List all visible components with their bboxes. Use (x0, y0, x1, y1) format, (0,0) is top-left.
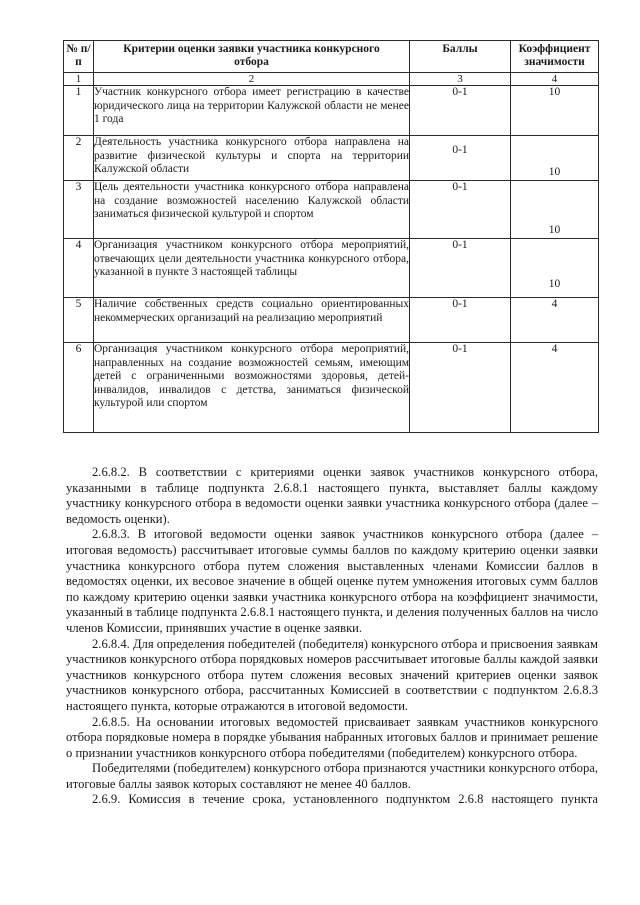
header-score: Баллы (410, 41, 511, 73)
row-criterion: Цель деятельности участника конкурсного отбора направлена на создание возможностей населению Калужской области заниматься физической культурой и спортом (94, 181, 410, 239)
body-text (66, 465, 598, 808)
table-row (64, 181, 599, 239)
row-num: 5 (64, 298, 94, 343)
index-cell: 3 (410, 73, 511, 86)
paragraph-2-6-8-5: 2.6.8.5. На основании итоговых ведомостей присваивает заявкам участников конкурсного отбора порядковые номера в порядке убывания набранных итоговых баллов и принимает решение о признании участников конкурсного отбора победителями (победителем) конкурсного отбора. (66, 714, 598, 760)
row-num: 2 (64, 136, 94, 181)
row-coef: 10 (511, 181, 599, 239)
row-score: 0-1 (410, 136, 511, 181)
header-coef: Коэффициент значимости (511, 41, 599, 73)
table-row (64, 239, 599, 298)
row-score: 0-1 (410, 298, 511, 343)
table-row (64, 298, 599, 343)
paragraph-2-6-8-3: 2.6.8.3. В итоговой ведомости оценки заявок участников конкурсного отбора (далее – итоговая ведомость) рассчитывает итоговые суммы баллов по каждому критерию оценки заявки участника конкурсного отбора путем сложения выставленных членами Комиссии баллов в ведомостях оценки, их весовое значение в общей оценке путем умножения итоговых сумм баллов по каждому критерию оценки заявки участника конкурсного отбора на коэффициент значимости, указанный в таблице подпункта 2.6.8.1 настоящего пункта, и деления полученных баллов на число членов Комиссии, принявших участие в оценке заявки. (66, 527, 598, 635)
row-score: 0-1 (410, 343, 511, 433)
row-coef: 10 (511, 86, 599, 136)
row-coef: 10 (511, 136, 599, 181)
row-score: 0-1 (410, 181, 511, 239)
row-criterion: Наличие собственных средств социально ориентированных некоммерческих организаций на реализацию мероприятий (94, 298, 410, 343)
row-criterion: Организация участником конкурсного отбора мероприятий, отвечающих цели деятельности участника конкурсного отбора, указанной в пункте 3 настоящей таблицы (94, 239, 410, 298)
row-coef: 10 (511, 239, 599, 298)
row-num: 1 (64, 86, 94, 136)
row-num: 6 (64, 343, 94, 433)
row-num: 3 (64, 181, 94, 239)
row-criterion: Организация участником конкурсного отбора мероприятий, направленных на создание возможностей семьям, имеющим детей с ограниченными возможностями здоровья, детей-инвалидов, инвалидов с детства, заниматься физической культурой или спортом (94, 343, 410, 433)
paragraph-2-6-8-2: 2.6.8.2. В соответствии с критериями оценки заявок участников конкурсного отбора, указанными в таблице подпункта 2.6.8.1 настоящего пункта, выставляет баллы каждому участнику конкурсного отбора в ведомости оценки заявки участника конкурсного отбора (далее – ведомость оценки). (66, 465, 598, 526)
paragraph-winners: Победителями (победителем) конкурсного отбора признаются участники конкурсного отбора, итоговые баллы заявок которых составляют не менее 40 баллов. (66, 761, 598, 791)
criteria-table (63, 40, 599, 433)
row-criterion: Участник конкурсного отбора имеет регистрацию в качестве юридического лица на территории Калужской области не менее 1 года (94, 86, 410, 136)
header-num: № п/п (64, 41, 94, 73)
table-header-row (64, 41, 599, 73)
index-cell: 2 (94, 73, 410, 86)
table-index-row (64, 73, 599, 86)
row-coef: 4 (511, 298, 599, 343)
row-num: 4 (64, 239, 94, 298)
row-score: 0-1 (410, 239, 511, 298)
row-score: 0-1 (410, 86, 511, 136)
paragraph-2-6-8-4: 2.6.8.4. Для определения победителей (победителя) конкурсного отбора и присвоения заявкам участников конкурсного отбора порядковых номеров рассчитывает итоговые баллы каждой заявки участников конкурсного отбора путем сложения весовых значений критериев оценки заявок участников конкурсного отбора, рассчитанных Комиссией в соответствии с подпунктом 2.6.8.3 настоящего пункта, которые отражаются в итоговой ведомости. (66, 636, 598, 713)
row-criterion: Деятельность участника конкурсного отбора направлена на развитие физической культуры и спорта на территории Калужской области (94, 136, 410, 181)
table-row (64, 343, 599, 433)
index-cell: 1 (64, 73, 94, 86)
index-cell: 4 (511, 73, 599, 86)
table-row (64, 86, 599, 136)
table-row (64, 136, 599, 181)
paragraph-2-6-9: 2.6.9. Комиссия в течение срока, установленного подпунктом 2.6.8 настоящего пункта (92, 792, 598, 807)
row-coef: 4 (511, 343, 599, 433)
header-criterion: Критерии оценки заявки участника конкурсного отбора (94, 41, 410, 73)
